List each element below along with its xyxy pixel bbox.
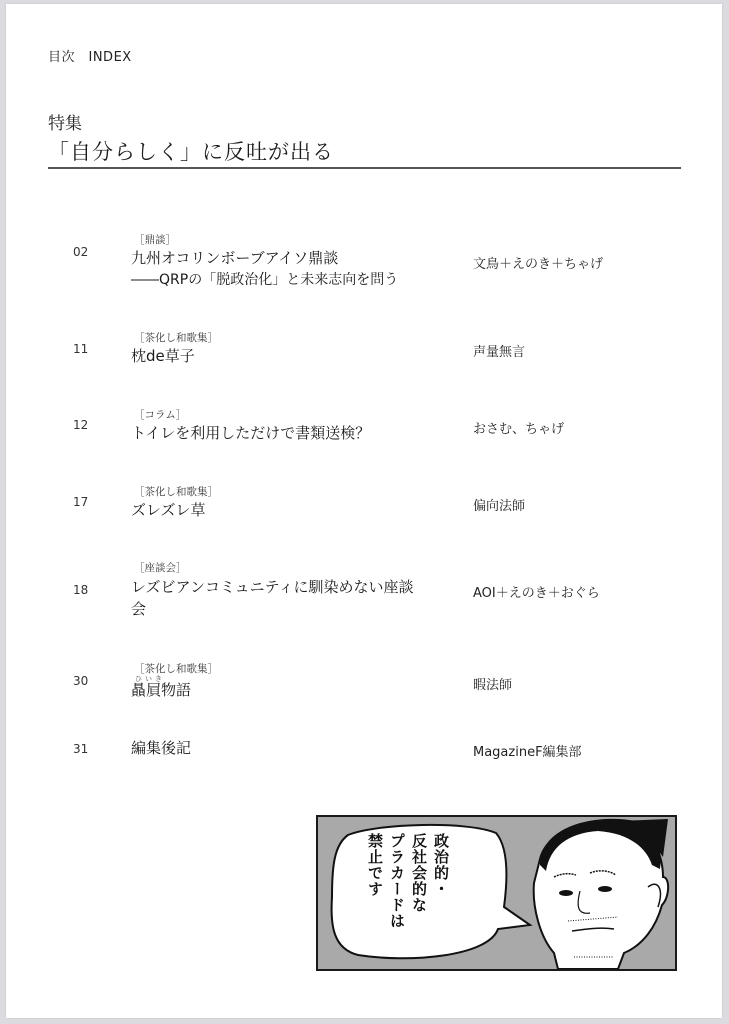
entry-author: MagazineF編集部 bbox=[473, 745, 582, 760]
speech-line: 禁止です bbox=[366, 833, 384, 897]
page-number: 11 bbox=[73, 342, 89, 356]
entry-category: ［鼎談］ bbox=[134, 234, 176, 246]
speech-bubble-text bbox=[364, 833, 452, 953]
entry-author: AOI＋えのき＋おぐら bbox=[473, 586, 600, 601]
entry-category: ［座談会］ bbox=[134, 562, 187, 574]
page-number: 12 bbox=[73, 418, 89, 432]
entry-author: 文鳥＋えのき＋ちゃげ bbox=[473, 257, 604, 272]
entry-category: ［茶化し和歌集］ bbox=[134, 332, 218, 344]
entry-title: 枕de草子 bbox=[131, 347, 195, 365]
page-number: 31 bbox=[73, 742, 89, 756]
speech-line: 反社会的な bbox=[410, 833, 428, 913]
page-number: 17 bbox=[73, 495, 89, 509]
comic-panel bbox=[316, 815, 677, 971]
entry-title: トイレを利用しただけで書類送検？ bbox=[131, 424, 371, 442]
entry-category: ［コラム］ bbox=[134, 409, 187, 421]
speech-line: 政治的・ bbox=[432, 833, 450, 897]
entry-subtitle: ――QRPの「脱政治化」と未来志向を問う bbox=[131, 272, 399, 288]
entry-title: レズビアンコミュニティに馴染めない座談 bbox=[131, 578, 414, 596]
entry-author: 偏向法師 bbox=[473, 499, 526, 514]
entry-title: 九州オコリンボーブアイソ鼎談 bbox=[131, 249, 339, 267]
entry-author: おさむ、ちゃげ bbox=[473, 422, 565, 437]
entry-title: 贔屓物語 bbox=[131, 681, 192, 699]
page-number: 18 bbox=[73, 583, 89, 597]
index-page bbox=[6, 4, 722, 1018]
entry-category: ［茶化し和歌集］ bbox=[134, 663, 218, 675]
title-divider bbox=[48, 167, 681, 169]
entry-title: ズレズレ草 bbox=[131, 501, 206, 519]
entry-title-continued: 会 bbox=[131, 600, 147, 618]
feature-label: 特集 bbox=[48, 114, 82, 134]
entry-title: 編集後記 bbox=[131, 739, 192, 757]
page-number: 02 bbox=[73, 245, 89, 259]
entry-author: 暇法師 bbox=[473, 678, 513, 693]
speech-line: プラカードは bbox=[388, 833, 406, 929]
index-label: 目次 INDEX bbox=[48, 50, 132, 65]
entry-category: ［茶化し和歌集］ bbox=[134, 486, 218, 498]
furigana: ひいき bbox=[135, 675, 165, 683]
entry-author: 声量無言 bbox=[473, 345, 526, 360]
page-number: 30 bbox=[73, 674, 89, 688]
feature-title: 「自分らしく」に反吐が出る bbox=[48, 140, 334, 164]
